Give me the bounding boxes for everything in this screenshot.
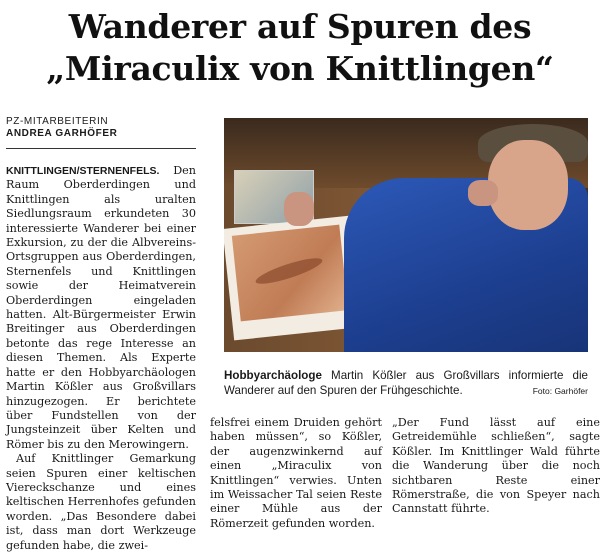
article-paragraph-2: Auf Knittlinger Gemarkung seien Spuren einer keltischen Viereckschanze und eines keltischen Herrenhofes gefunden worden. „Das Besondere dabei ist, dass man dort Werkzeuge gefunden habe, die zwei- [6,452,196,552]
photo-person-hand-2 [468,180,498,206]
photo-credit: Foto: Garhöfer [532,386,588,396]
headline-line-2: „Miraculix von Knittlingen“ [46,49,554,88]
article-column-1 [6,164,196,553]
article-paragraph-3: felsfrei einem Druiden gehört haben müssen“, so Kößler, der augenzwinkernd auf einen „Miraculix von Knittlingen“ verwies. Unten im Weissacher Tal seien Reste einer Mühle aus der Römerzeit gefunden worden. [210,416,382,530]
byline-author: ANDREA GARHÖFER [6,128,118,139]
headline-line-1: Wanderer auf Spuren des [68,7,532,46]
byline-divider [6,148,196,149]
photo-caption-head: Hobbyarchäologe [224,369,322,382]
article-paragraph-1-text: Den Raum Oberderdingen und Knittlingen als uralten Siedlungsraum erkundeten 30 interessierte Wanderer bei einer Exkursion, zu der die Albvereins-Ortsgruppen aus Oberderdingen, Sternenfels und Knittlingen sowie der Heimatverein Oberderdingen eingeladen hatten. Alt-Bürgermeister Erwin Breitinger aus Oberderdingen betonte das rege Interesse an diesen Themen. Als Experte hatte er den Hobbyarchäologen Martin Kößler aus Großvillars hinzugezogen. Er berichtete über Fundstellen von der Jungsteinzeit über Kelten und Römer bis zu den Merowingern. [6,164,196,451]
article-paragraph-4: „Der Fund lässt auf eine Getreidemühle schließen“, sagte Kößler. Im Knittlinger Wald führte die Wanderung über die noch sichtbaren Reste einer Römerstraße, die von Speyer nach Cannstatt führte. [392,416,600,516]
byline [6,116,196,140]
dateline: KNITTLINGEN/STERNENFELS. [6,165,160,177]
photo-person-face [488,140,568,230]
article-column-3 [392,416,600,517]
article-photo [224,118,588,352]
photo-person-hand [284,192,314,226]
article-paragraph-1 [6,164,196,452]
byline-role: PZ-MITARBEITERIN [6,116,109,127]
photo-caption-text: Martin Kößler aus Großvillars informierte die Wanderer auf den Spuren der Frühgeschichte. [224,369,588,397]
headline [0,6,600,90]
